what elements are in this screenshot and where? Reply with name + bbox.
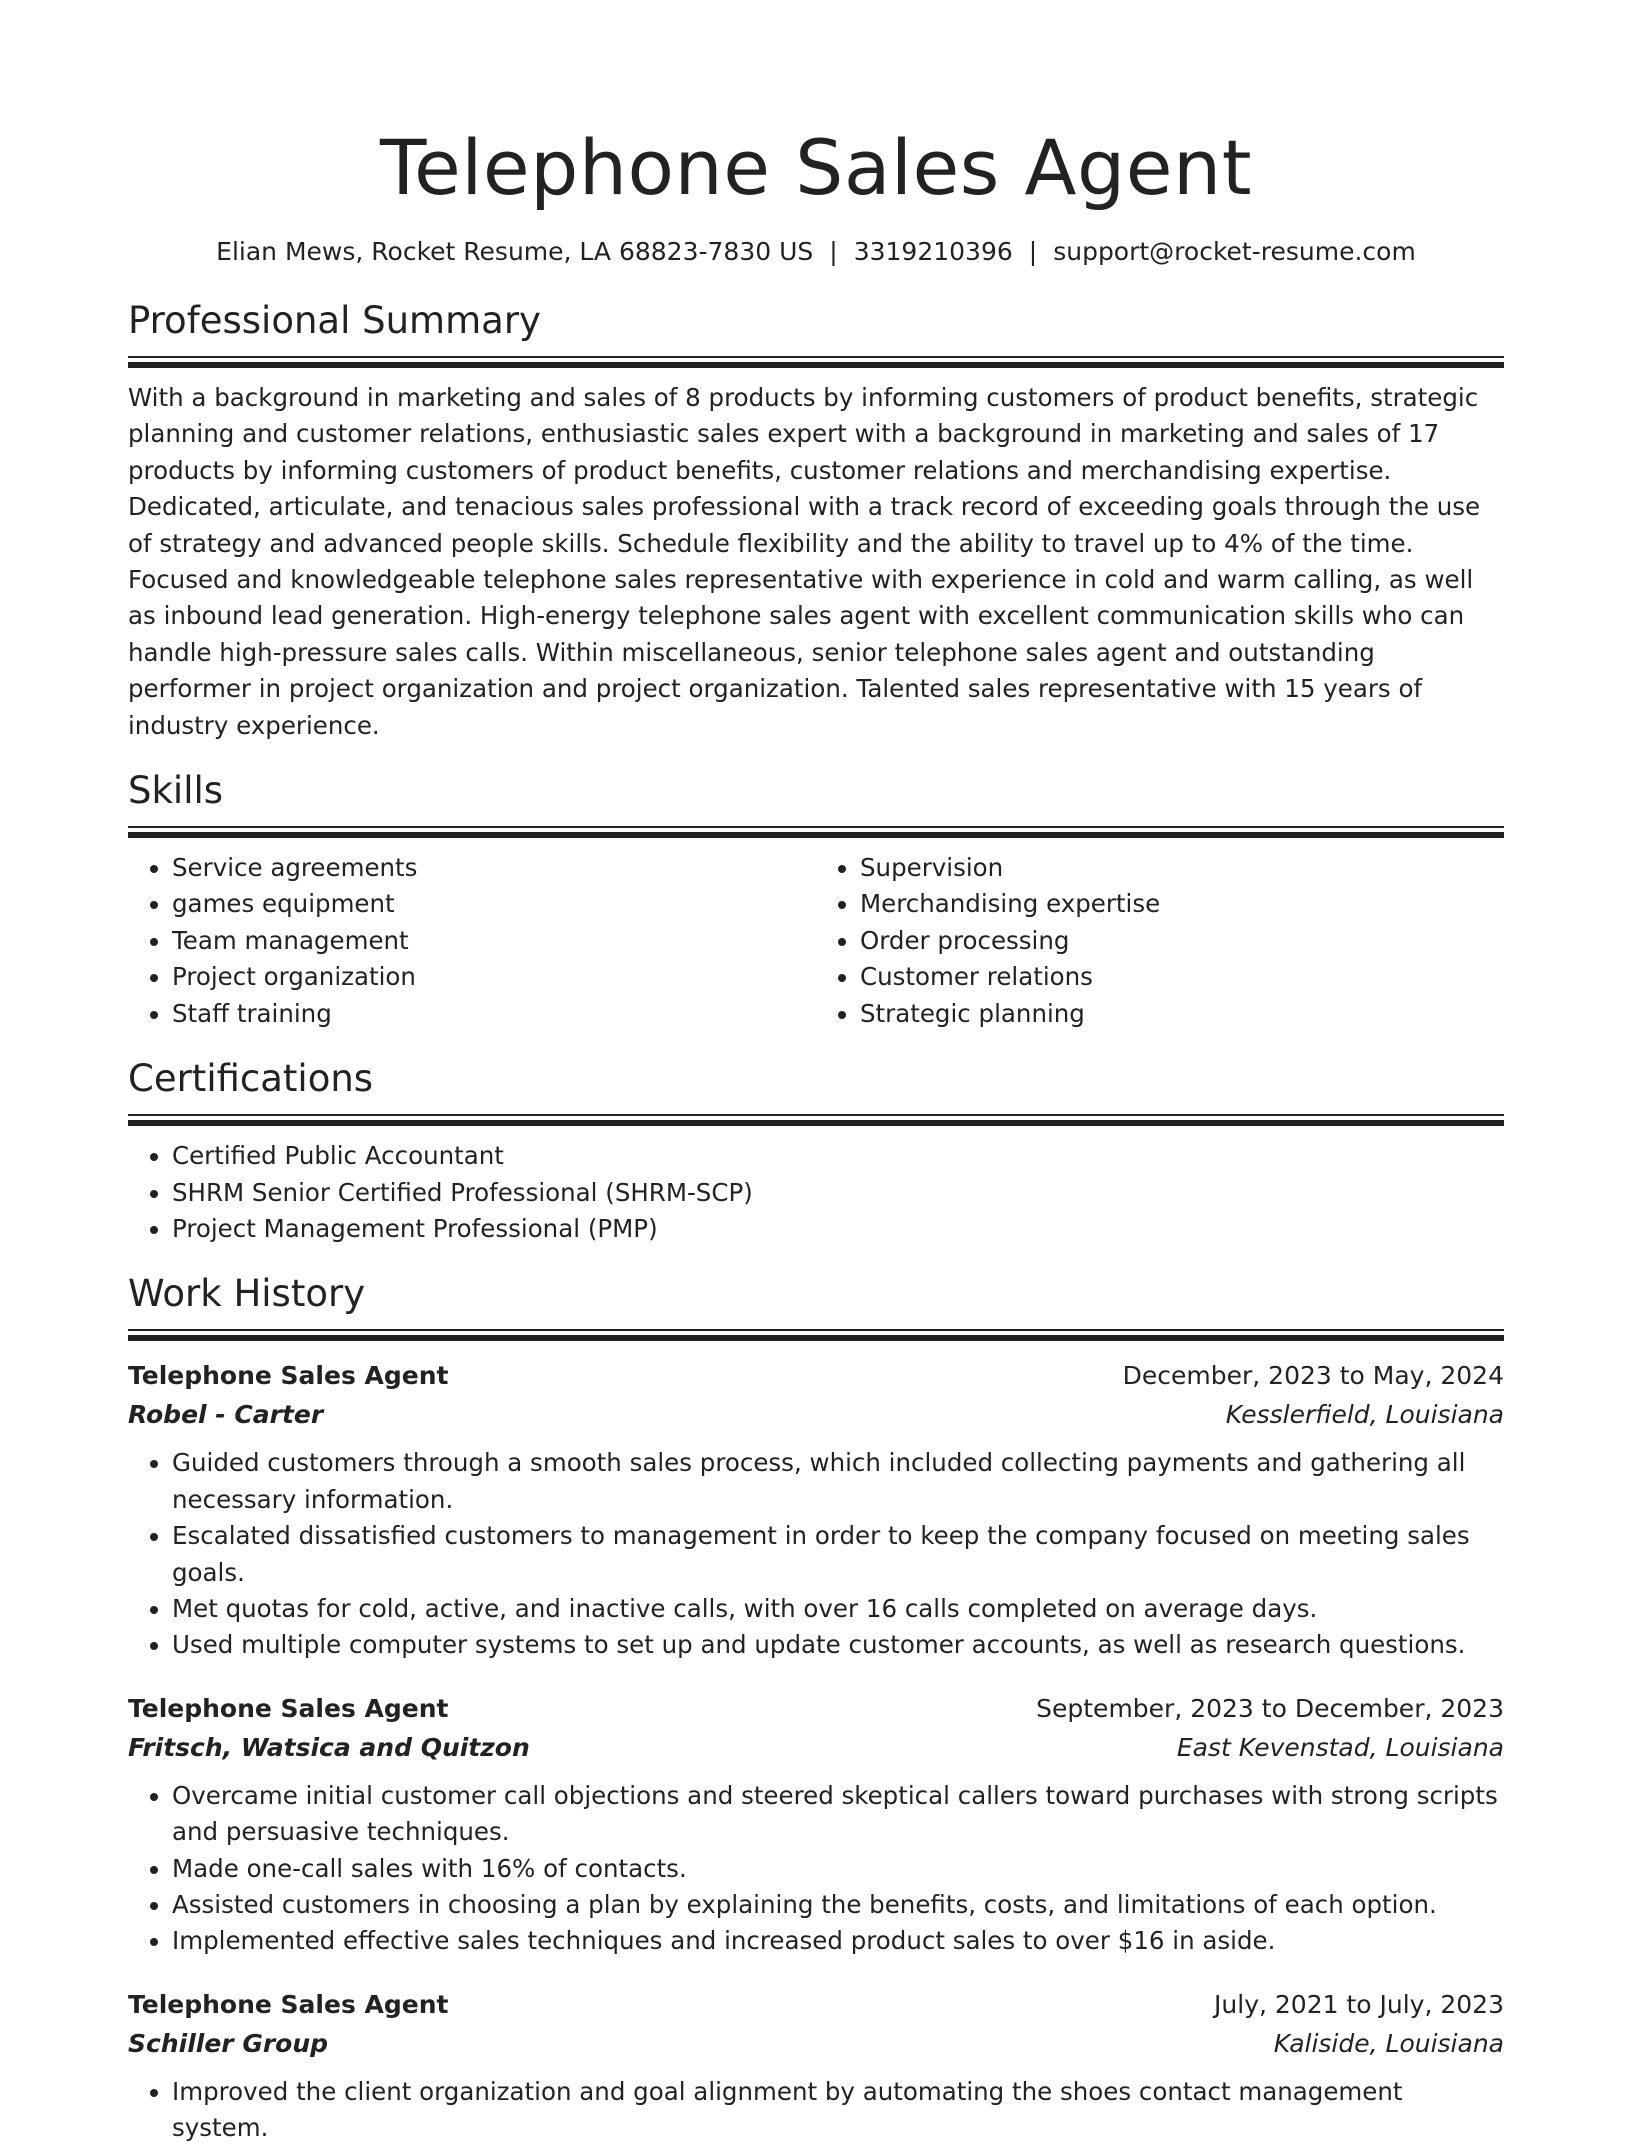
summary-text: With a background in marketing and sales of 8 products by informing customers of product benefits, strategic planning and customer relations, enthusiastic sales expert with a background in marketing and sales of 17 products by informing customers of product benefits, customer relations and merchandising expertise. Dedicated, articulate, and tenacious sales professional with a track record of exceeding goals through the use of strategy and advanced people skills. Schedule flexibility and the ability to travel up to 4% of the time. Focused and knowledgeable telephone sales representative with experience in cold and warm calling, as well as inbound lead generation. High-energy telephone sales agent with excellent communication skills who can handle high-pressure sales calls. Within miscellaneous, senior telephone sales agent and outstanding performer in project organization and project organization. Talented sales representative with 15 years of industry experience.: [128, 383, 1481, 740]
job-bullets: [128, 1445, 1504, 1663]
job-dates: December, 2023 to May, 2024: [1122, 1361, 1504, 1391]
job-subheader: [128, 1395, 1504, 1435]
job-entry: [128, 1357, 1504, 1663]
contact-address: Elian Mews, Rocket Resume, LA 68823-7830 US: [216, 237, 814, 266]
certifications-section: [128, 1054, 1504, 1247]
skills-left-list: [128, 850, 816, 1032]
job-bullets: [128, 2074, 1504, 2147]
contact-email: support@rocket-resume.com: [1053, 237, 1416, 266]
job-bullet: • Improved the client organization and goal alignment by automating the shoes contact management system.: [172, 2074, 1504, 2147]
section-divider: [128, 826, 1504, 838]
job-subheader: [128, 1728, 1504, 1768]
job-header: [128, 1986, 1504, 2024]
job-header: [128, 1357, 1504, 1395]
job-bullets: [128, 1778, 1504, 1960]
section-divider: [128, 356, 1504, 368]
certification-item: • Certified Public Accountant: [172, 1138, 1504, 1174]
job-dates: July, 2021 to July, 2023: [1214, 1989, 1504, 2019]
resume-title: Telephone Sales Agent: [379, 123, 1253, 212]
skill-item: • Strategic planning: [860, 996, 1504, 1032]
job-bullet: • Escalated dissatisfied customers to management in order to keep the company focused on meeting sales goals.: [172, 1518, 1504, 1591]
skill-item: • Order processing: [860, 923, 1504, 959]
job-header: [128, 1690, 1504, 1728]
job-bullet: • Assisted customers in choosing a plan by explaining the benefits, costs, and limitations of each option.: [172, 1887, 1504, 1923]
job-title: Telephone Sales Agent: [128, 1989, 449, 2019]
job-entry: [128, 1690, 1504, 1960]
job-subheader: [128, 2024, 1504, 2064]
contact-separator: |: [829, 237, 838, 266]
skill-item: • Merchandising expertise: [860, 886, 1504, 922]
contact-line: [128, 234, 1504, 270]
skill-item: • Customer relations: [860, 959, 1504, 995]
certification-item: • SHRM Senior Certified Professional (SHRM-SCP): [172, 1175, 1504, 1211]
job-bullet: • Used multiple computer systems to set up and update customer accounts, as well as research questions.: [172, 1627, 1504, 1663]
section-divider: [128, 1114, 1504, 1126]
work-history-heading: Work History: [128, 1272, 366, 1316]
summary-section: [128, 296, 1504, 744]
skills-heading: Skills: [128, 769, 224, 813]
job-bullet: • Made one-call sales with 16% of contacts.: [172, 1851, 1504, 1887]
contact-phone: 3319210396: [853, 237, 1013, 266]
skill-item: • games equipment: [172, 886, 816, 922]
skills-columns: [128, 850, 1504, 1032]
job-title: Telephone Sales Agent: [128, 1361, 449, 1391]
work-history-section: [128, 1269, 1504, 2146]
certifications-heading: Certifications: [128, 1057, 374, 1101]
skill-item: • Supervision: [860, 850, 1504, 886]
job-location: Kesslerfield, Louisiana: [1225, 1400, 1504, 1430]
skills-right-list: [816, 850, 1504, 1032]
job-company: Fritsch, Watsica and Quitzon: [128, 1732, 530, 1762]
skill-item: • Staff training: [172, 996, 816, 1032]
job-bullet: • Overcame initial customer call objections and steered skeptical callers toward purchases with strong scripts and persuasive techniques.: [172, 1778, 1504, 1851]
contact-separator: |: [1028, 237, 1038, 266]
job-title: Telephone Sales Agent: [128, 1693, 449, 1723]
certification-item: • Project Management Professional (PMP): [172, 1211, 1504, 1247]
skill-item: • Team management: [172, 923, 816, 959]
job-company: Robel - Carter: [128, 1400, 324, 1430]
summary-heading: Professional Summary: [128, 299, 541, 342]
job-bullet: • Met quotas for cold, active, and inactive calls, with over 16 calls completed on average days.: [172, 1591, 1504, 1627]
skills-section: [128, 766, 1504, 1032]
skill-item: • Service agreements: [172, 850, 816, 886]
job-dates: September, 2023 to December, 2023: [1036, 1693, 1504, 1723]
job-location: East Kevenstad, Louisiana: [1176, 1732, 1504, 1762]
job-bullet: • Guided customers through a smooth sales process, which included collecting payments and gathering all necessary information.: [172, 1445, 1504, 1518]
section-divider: [128, 1329, 1504, 1341]
job-location: Kaliside, Louisiana: [1273, 2028, 1504, 2058]
skill-item: • Project organization: [172, 959, 816, 995]
job-entry: [128, 1986, 1504, 2147]
certifications-list: [128, 1138, 1504, 1247]
job-company: Schiller Group: [128, 2028, 329, 2058]
job-bullet: • Implemented effective sales techniques and increased product sales to over $16 in aside.: [172, 1923, 1504, 1959]
